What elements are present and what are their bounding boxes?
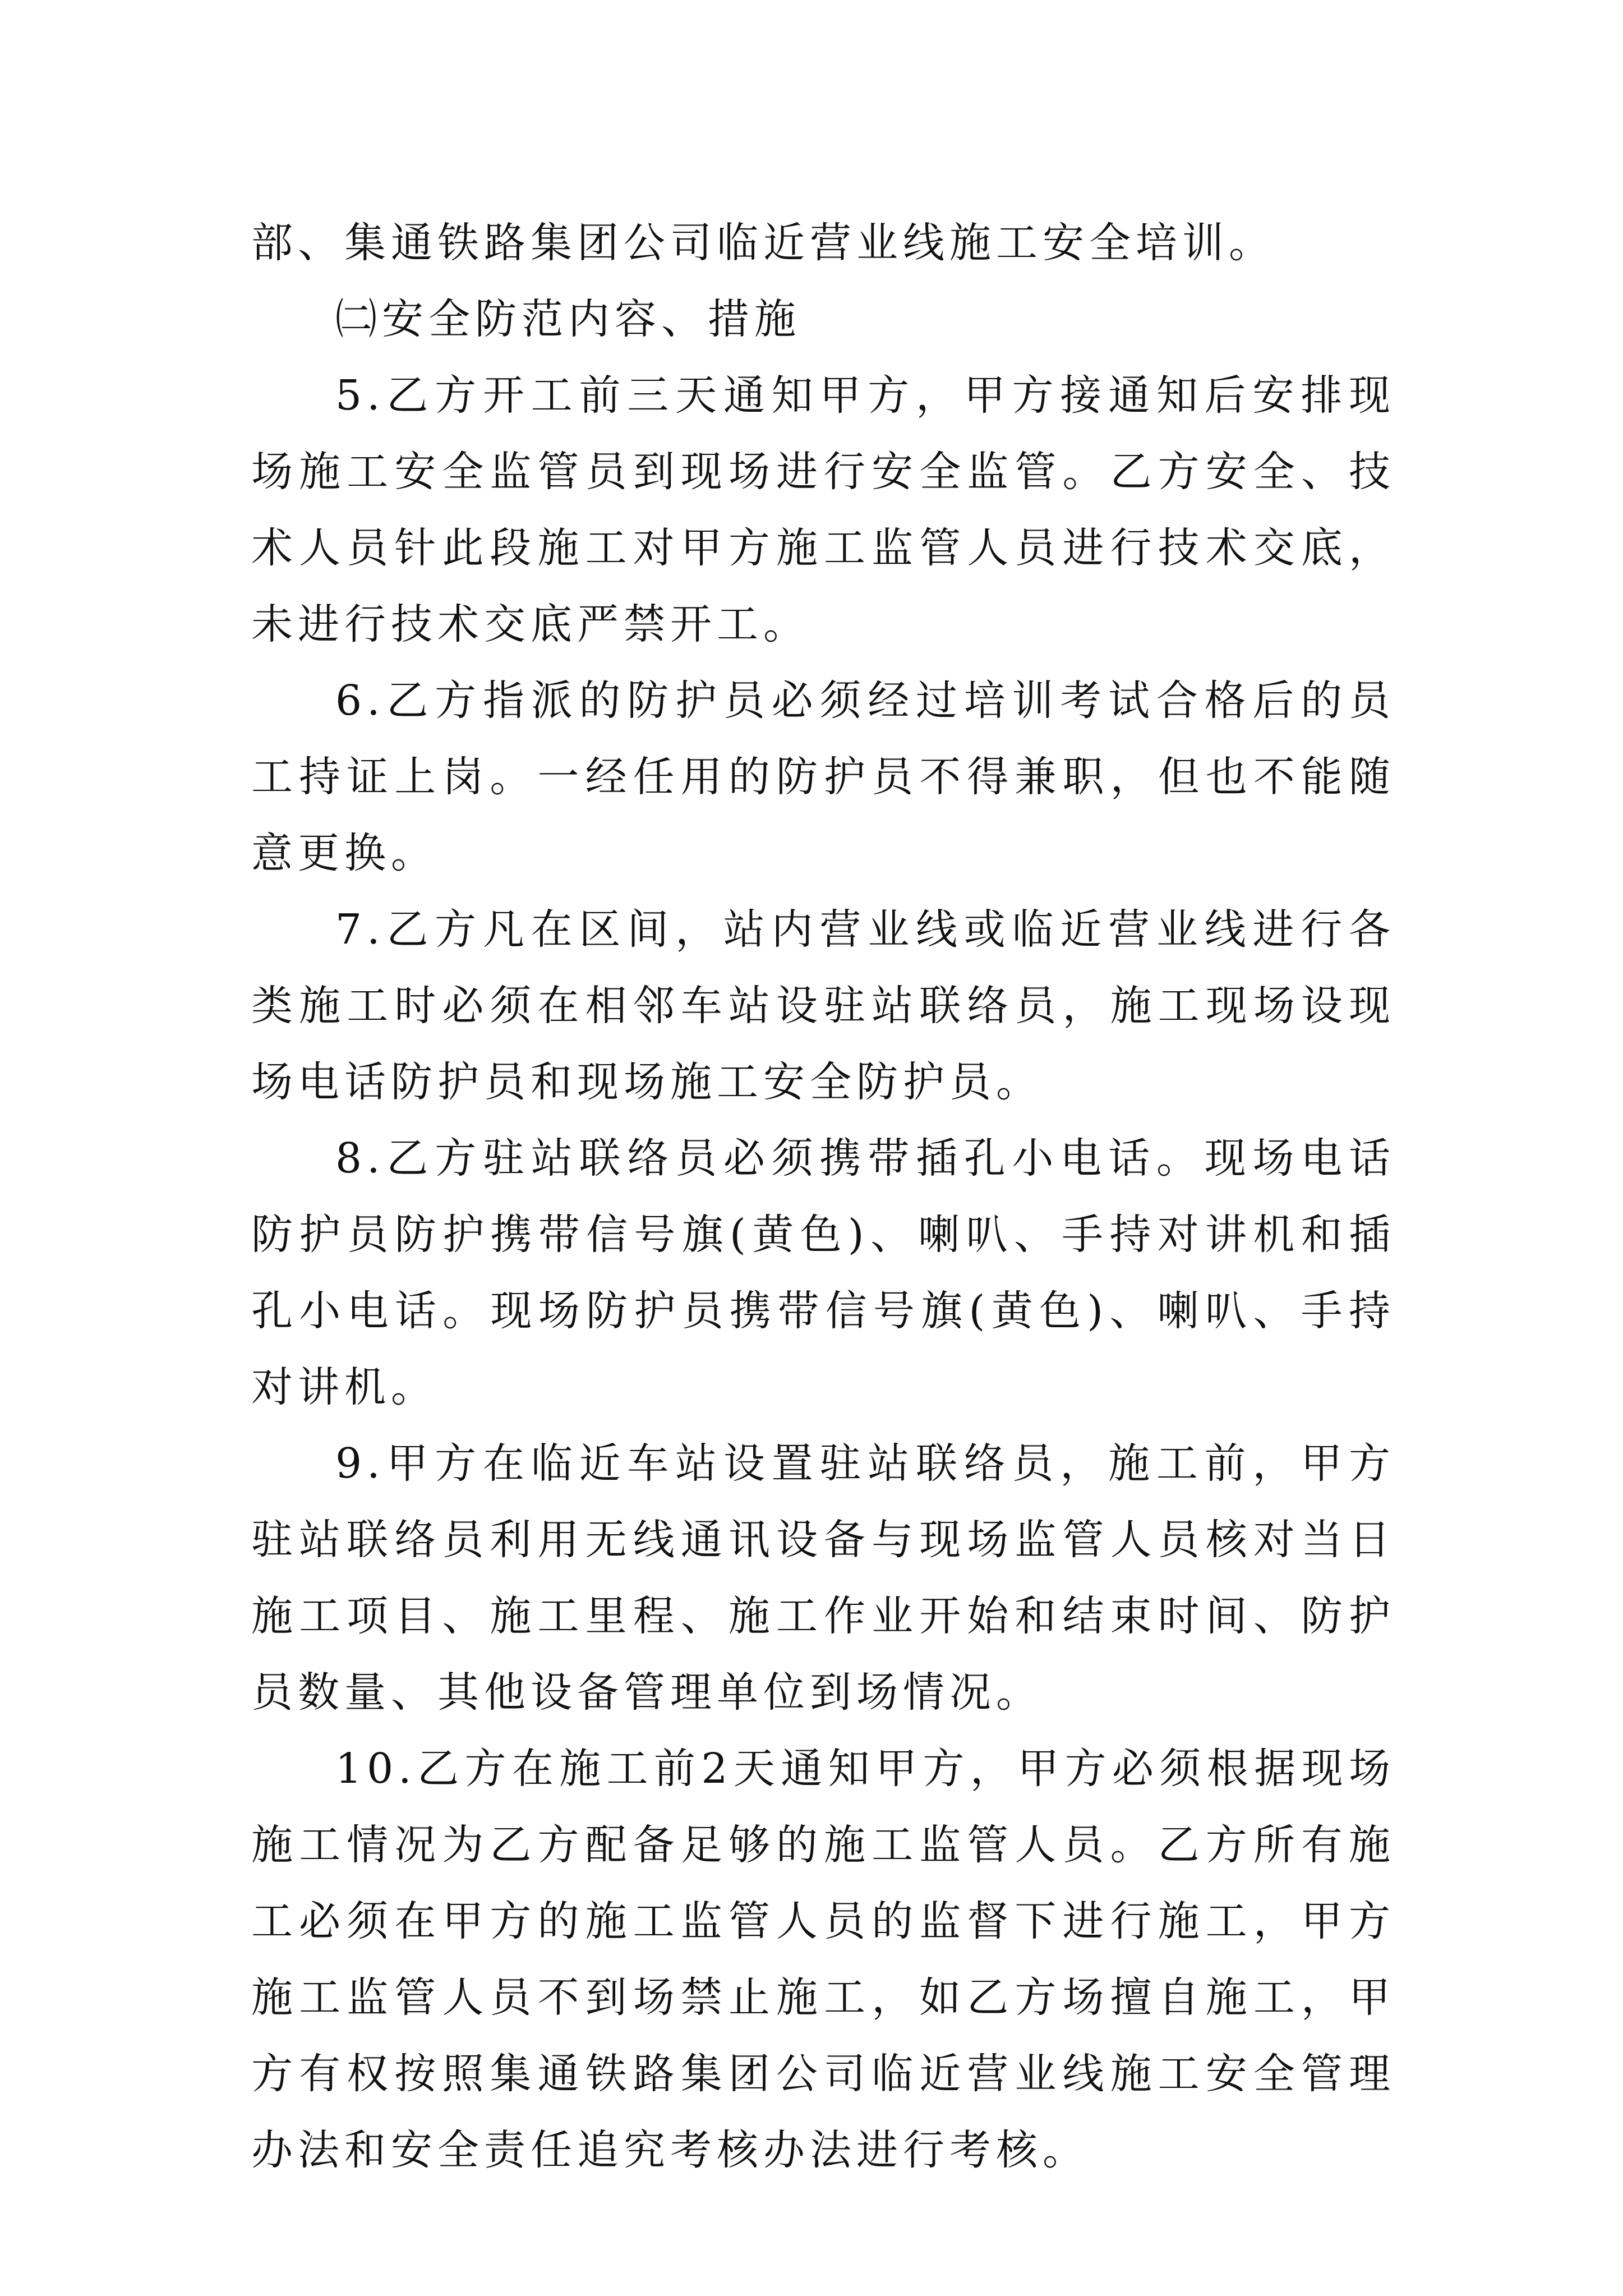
- paragraph-item-5: 5.乙方开工前三天通知甲方，甲方接通知后安排现场施工安全监管员到现场进行安全监管。乙方安全、技术人员针此段施工对甲方施工监管人员进行技术交底，未进行技术交底严禁开工。: [251, 371, 1395, 648]
- paragraph-item-10: 10.乙方在施工前2天通知甲方，甲方必须根据现场施工情况为乙方配备足够的施工监管人员。乙方所有施工必须在甲方的施工监管人员的监督下进行施工，甲方施工监管人员不到场禁止施工，如乙方场擅自施工，甲方有权按照集通铁路集团公司临近营业线施工安全管理办法和安全责任追究考核办法进行考核。: [251, 1745, 1395, 2174]
- section-heading-safety-measures: ㈡安全防范内容、措施: [335, 295, 801, 343]
- paragraph-item-9: 9.甲方在临近车站设置驻站联络员，施工前，甲方驻站联络员利用无线通讯设备与现场监管人员核对当日施工项目、施工里程、施工作业开始和结束时间、防护员数量、其他设备管理单位到场情况。: [251, 1439, 1395, 1717]
- document-body: [251, 205, 1395, 2188]
- paragraph-continuation: 部、集通铁路集团公司临近营业线施工安全培训。: [251, 219, 1275, 267]
- paragraph-item-8: 8.乙方驻站联络员必须携带插孔小电话。现场电话防护员防护携带信号旗(黄色)、喇叭、手持对讲机和插孔小电话。现场防护员携带信号旗(黄色)、喇叭、手持对讲机。: [251, 1134, 1395, 1411]
- paragraph-item-6: 6.乙方指派的防护员必须经过培训考试合格后的员工持证上岗。一经任用的防护员不得兼职，但也不能随意更换。: [251, 677, 1395, 877]
- paragraph-item-7: 7.乙方凡在区间，站内营业线或临近营业线进行各类施工时必须在相邻车站设驻站联络员，施工现场设现场电话防护员和现场施工安全防护员。: [251, 905, 1395, 1106]
